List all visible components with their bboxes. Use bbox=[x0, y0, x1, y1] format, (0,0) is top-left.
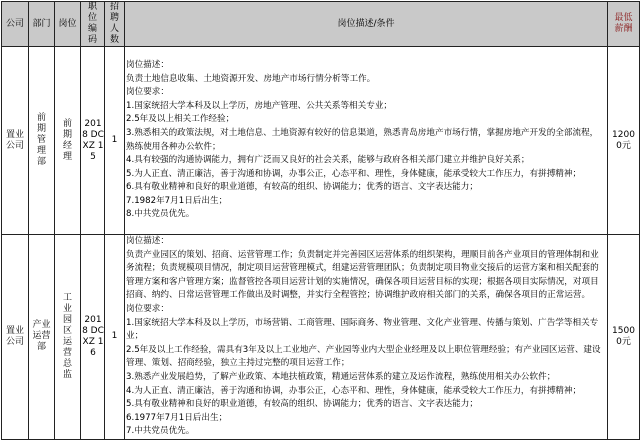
cell-description bbox=[125, 47, 608, 235]
description-line: 岗位描述： bbox=[126, 236, 169, 246]
cell-description bbox=[125, 235, 608, 440]
cell-department: 前期管理部 bbox=[29, 47, 55, 235]
description-line: 2.5年及以上工作经验，需具有3年及以上工业地产、产业园等业内大型企业经理及以上职位管理经验；有产业园区运营、建设管理、策划、招商经验，独立主持过完整的项目运营工作； bbox=[126, 344, 601, 369]
cell-company: 置业公司 bbox=[2, 47, 29, 235]
cell-code: 2018 DCXZ 16 bbox=[81, 235, 105, 440]
cell-salary: 15000元 bbox=[608, 235, 640, 440]
header-count-label: 招聘人数 bbox=[109, 2, 119, 45]
description-line: 负责产业园区的策划、招商、运营管理工作；负责制定并完善园区运营体系的组织架构，理顺目前各产业项目的管理体制和业务流程；负责规模项目情况，制定项目运营管理模式，组建运营管理团队；负责制定项目物业交接后的运营方案和相关配套的管理方案和客户管理方案；监督管控各项目运营计划的实施情况，确保各项目运营目标的实现；根据各项目实际情况，对项目招商、纳约、日常运营管理工作做出及时调整，并实行全程管控；协调维护政府相关部门的关系，确保各项目的正常运营。 bbox=[126, 249, 599, 301]
cell-count: 1 bbox=[105, 235, 125, 440]
header-code bbox=[81, 2, 105, 47]
header-company: 公司 bbox=[2, 2, 29, 47]
header-salary bbox=[608, 2, 640, 47]
description-line: 3.熟悉产业发展趋势，了解产业政策、本地扶植政策，精通运营体系的建立及运作流程，熟练使用相关办公软件； bbox=[126, 371, 556, 382]
cell-position: 工业园区运营总监 bbox=[55, 235, 81, 440]
description-line: 6.具有敬业精神和良好的职业道德，有较高的组织、协调能力；优秀的语言、文字表达能力； bbox=[126, 182, 478, 193]
recruitment-table bbox=[1, 1, 640, 440]
description-line: 4.为人正直、清正廉洁，善于沟通和协调，办事公正，心态平和、理性，身体健康，能承受较大工作压力，有拼搏精神； bbox=[126, 385, 582, 396]
header-code-label: 职位编码 bbox=[87, 2, 97, 45]
description-line: 岗位要求： bbox=[126, 303, 169, 314]
cell-position: 前期经理 bbox=[55, 47, 81, 235]
header-department: 部门 bbox=[29, 2, 55, 47]
table-header-row bbox=[2, 2, 640, 47]
table-row bbox=[2, 235, 640, 440]
header-description: 岗位描述/条件 bbox=[125, 2, 608, 47]
header-position: 岗位 bbox=[55, 2, 81, 47]
cell-department: 产业运营部 bbox=[29, 235, 55, 440]
description-line: 2.5年及以上相关工作经验； bbox=[126, 114, 235, 125]
description-line: 1.国家统招大学本科及以上学历，房地产管理、公共关系等相关专业； bbox=[126, 100, 393, 111]
header-salary-label: 最低薪酬 bbox=[614, 13, 633, 34]
description-line: 岗位要求： bbox=[126, 87, 169, 98]
description-line: 5.为人正直、清正廉洁，善于沟通和协调，办事公正，心态平和、理性，身体健康，能承受较大工作压力，有拼搏精神； bbox=[126, 168, 582, 179]
cell-code: 2018 DCXZ 15 bbox=[81, 47, 105, 235]
header-count bbox=[105, 2, 125, 47]
description-line: 岗位描述： bbox=[126, 59, 169, 70]
description-line: 7.中共党员优先。 bbox=[126, 426, 195, 437]
description-line: 5.具有敬业精神和良好的职业道德，有较高的组织、协调能力；优秀的语言、文字表达能力； bbox=[126, 399, 478, 410]
description-line: 6.1977年7月1日后出生； bbox=[126, 412, 228, 423]
description-line: 7.1982年7月1日后出生； bbox=[126, 195, 228, 206]
description-line: 1.国家统招大学本科及以上学历，市场营销、工商管理、国际商务、物业管理、文化产业管理、传播与策划、广告学等相关专业； bbox=[126, 317, 599, 342]
cell-salary: 12000元 bbox=[608, 47, 640, 235]
table-row bbox=[2, 47, 640, 235]
description-line: 负责土地信息收集、土地资源开发、房地产市场行情分析等工作。 bbox=[126, 73, 376, 84]
cell-company: 置业公司 bbox=[2, 235, 29, 440]
cell-count: 1 bbox=[105, 47, 125, 235]
description-line: 4.具有较强的沟通协调能力，拥有广泛而又良好的社会关系，能够与政府各相关部门建立并维护良好关系； bbox=[126, 155, 530, 166]
description-line: 8.中共党员优先。 bbox=[126, 209, 195, 220]
description-line: 3.熟悉相关的政策法规，对土地信息、土地资源有较好的信息渠道，熟悉青岛房地产市场行情，掌握房地产开发的全部流程，熟练使用各种办公软件； bbox=[126, 127, 599, 152]
